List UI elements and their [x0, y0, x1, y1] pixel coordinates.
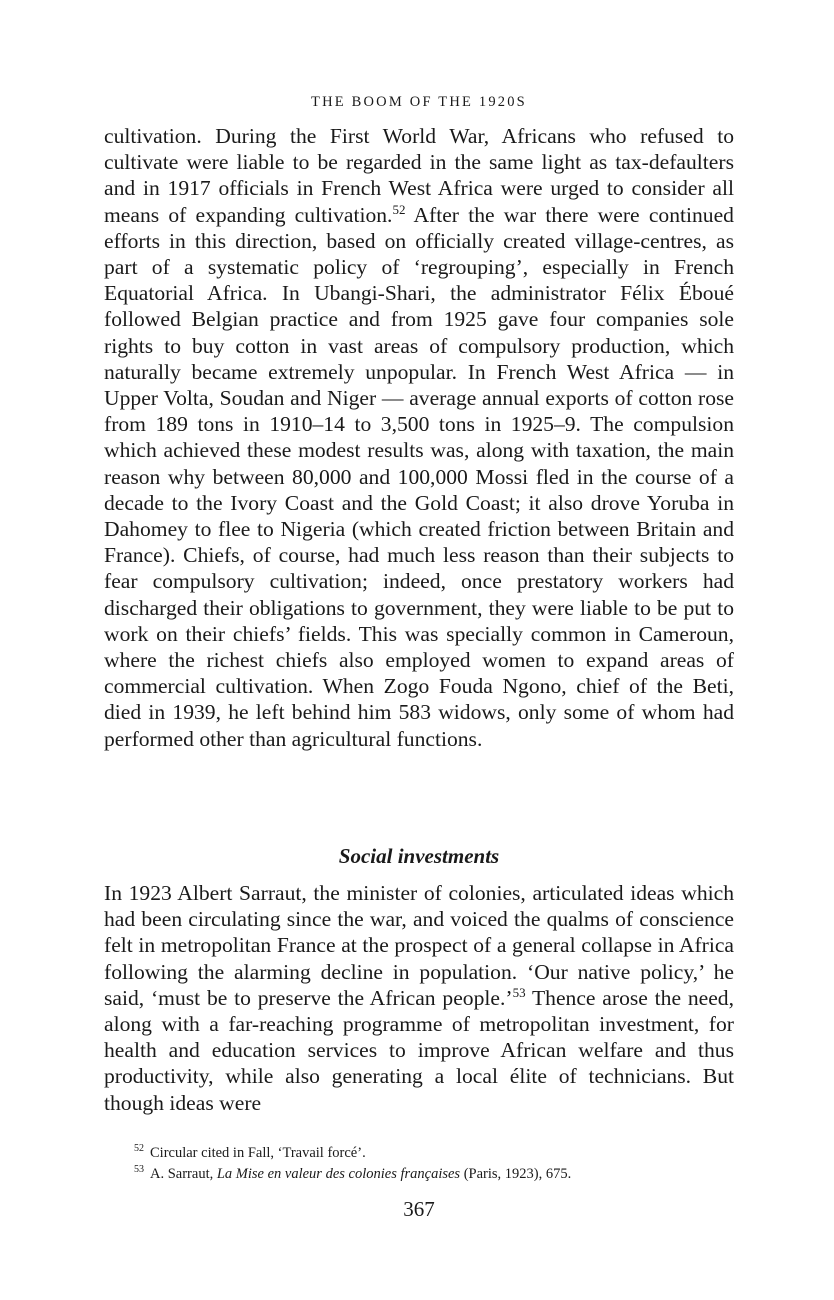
footnote — [134, 1143, 734, 1164]
paragraph-text: Thence arose the need, along with a far-reaching programme of metropolitan investment, for health and education services to improve African welfare and thus productivity, while also generating a local élite of technicians. But though ideas were — [104, 985, 735, 1115]
paragraph-text: After the war there were continued efforts in this direction, based on officially created village-centres, as part of a systematic policy of ‘regrouping’, especially in French Equatorial Africa. In Ubangi-Shari, the administrator Félix Éboué followed Belgian practice and from 1925 gave four companies sole rights to buy cotton in vast areas of compulsory production, which naturally became extremely unpopular. In French West Africa — in Upper Volta, Soudan and Niger — average annual exports of cotton rose from 189 tons in 1910–14 to 3,500 tons in 1925–9. The compulsion which achieved these modest results was, along with taxation, the main reason why between 80,000 and 100,000 Mossi fled in the course of a decade to the Ivory Coast and the Gold Coast; it also drove Yoruba in Dahomey to flee to Nigeria (which created friction between Britain and France). Chiefs, of course, had much less reason than their subjects to fear compulsory cultivation; indeed, once prestatory workers had discharged their obligations to government, they were liable to be put to work on their chiefs’ fields. This was specially common in Cameroun, where the richest chiefs also employed women to expand areas of commercial cultivation. When Zogo Fouda Ngono, chief of the Beti, died in 1939, he left behind him 583 widows, only some of whom had performed other than agricultural functions. — [104, 202, 734, 751]
footnotes — [134, 1143, 734, 1185]
footnote — [134, 1164, 734, 1185]
footnote-text: Circular cited in Fall, ‘Travail forcé’. — [150, 1145, 366, 1161]
footnote-text: (Paris, 1923), 675. — [460, 1166, 572, 1182]
footnote-reference: 52 — [392, 201, 406, 217]
footnote-book-title: La Mise en valeur des colonies françaises — [216, 1166, 461, 1182]
body-paragraph — [104, 880, 734, 1116]
footnote-text: A. Sarraut, — [150, 1166, 217, 1182]
paragraph-text: In 1923 Albert Sarraut, the minister of colonies, articulated ideas which had been circulating since the war, and voiced the qualms of conscience felt in metropolitan France at the prospect of a general collapse in Africa following the alarming decline in population. ‘Our native policy,’ he said, ‘must be to preserve the African people.’ — [104, 881, 734, 1010]
footnote-number: 52 — [134, 1143, 144, 1155]
footnote-reference: 53 — [512, 984, 526, 1000]
paragraph-text: cultivation. During the First World War, Africans who refused to cultivate were liable to be regarded in the same light as tax-defaulters and in 1917 officials in French West Africa were urged to consider all means of expanding cultivation. — [104, 124, 734, 227]
section-heading: Social investments — [338, 844, 500, 868]
running-head: THE BOOM OF THE 1920S — [311, 94, 527, 110]
page-number: 367 — [403, 1197, 435, 1221]
footnote-number: 53 — [134, 1164, 144, 1176]
body-paragraph — [104, 123, 734, 752]
